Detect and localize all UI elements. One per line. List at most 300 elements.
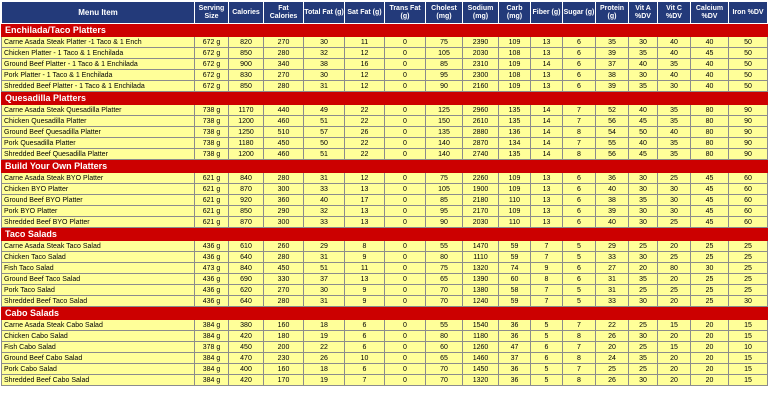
table-cell: 13 xyxy=(345,184,385,195)
section-title: Cabo Salads xyxy=(2,307,768,320)
table-cell: 672 g xyxy=(195,37,229,48)
column-header: Total Fat (g) xyxy=(304,2,345,24)
table-cell: 640 xyxy=(229,252,264,263)
table-cell: 1260 xyxy=(463,342,499,353)
table-cell: 436 g xyxy=(195,241,229,252)
table-cell: 30 xyxy=(629,331,658,342)
table-cell: 0 xyxy=(385,364,426,375)
table-cell: 0 xyxy=(385,184,426,195)
table-cell: 1200 xyxy=(229,149,264,160)
table-cell: 460 xyxy=(264,116,304,127)
menu-item-name: Pork BYO Platter xyxy=(2,206,195,217)
table-cell: 2310 xyxy=(463,59,499,70)
table-cell: 40 xyxy=(658,37,691,48)
table-cell: 95 xyxy=(426,70,463,81)
table-cell: 8 xyxy=(563,353,596,364)
table-cell: 5 xyxy=(563,285,596,296)
column-header: Vit A %DV xyxy=(629,2,658,24)
table-cell: 330 xyxy=(264,274,304,285)
table-cell: 7 xyxy=(345,375,385,386)
table-cell: 25 xyxy=(629,342,658,353)
table-cell: 260 xyxy=(264,241,304,252)
table-row xyxy=(2,173,768,184)
table-row xyxy=(2,37,768,48)
table-cell: 13 xyxy=(531,195,563,206)
section-title: Taco Salads xyxy=(2,228,768,241)
table-row xyxy=(2,59,768,70)
nutrition-table-container xyxy=(1,1,767,386)
table-cell: 1320 xyxy=(463,375,499,386)
table-row xyxy=(2,116,768,127)
table-cell: 13 xyxy=(531,184,563,195)
table-cell: 33 xyxy=(596,296,629,307)
table-cell: 35 xyxy=(596,37,629,48)
table-cell: 90 xyxy=(426,217,463,228)
table-cell: 5 xyxy=(531,331,563,342)
table-cell: 6 xyxy=(563,206,596,217)
table-cell: 80 xyxy=(426,252,463,263)
table-cell: 25 xyxy=(629,241,658,252)
table-cell: 0 xyxy=(385,241,426,252)
table-row xyxy=(2,195,768,206)
table-cell: 290 xyxy=(264,206,304,217)
table-cell: 56 xyxy=(596,116,629,127)
table-cell: 0 xyxy=(385,149,426,160)
menu-item-name: Carne Asada Steak Quesadilla Platter xyxy=(2,105,195,116)
table-cell: 15 xyxy=(729,375,768,386)
table-cell: 6 xyxy=(563,37,596,48)
table-cell: 18 xyxy=(304,364,345,375)
table-row xyxy=(2,364,768,375)
table-cell: 20 xyxy=(658,375,691,386)
table-cell: 17 xyxy=(345,195,385,206)
table-cell: 7 xyxy=(563,320,596,331)
table-cell: 57 xyxy=(304,127,345,138)
table-cell: 35 xyxy=(658,138,691,149)
table-cell: 170 xyxy=(264,375,304,386)
table-cell: 7 xyxy=(563,138,596,149)
table-cell: 0 xyxy=(385,59,426,70)
table-cell: 109 xyxy=(499,184,531,195)
table-cell: 16 xyxy=(345,59,385,70)
table-cell: 30 xyxy=(629,70,658,81)
menu-item-name: Fish Taco Salad xyxy=(2,263,195,274)
table-cell: 6 xyxy=(563,217,596,228)
table-cell: 738 g xyxy=(195,105,229,116)
table-cell: 140 xyxy=(426,138,463,149)
table-cell: 610 xyxy=(229,241,264,252)
table-cell: 0 xyxy=(385,331,426,342)
table-cell: 0 xyxy=(385,70,426,81)
table-cell: 2390 xyxy=(463,37,499,48)
table-cell: 15 xyxy=(658,342,691,353)
table-cell: 56 xyxy=(596,149,629,160)
column-header: Protein (g) xyxy=(596,2,629,24)
table-cell: 5 xyxy=(531,364,563,375)
table-cell: 0 xyxy=(385,320,426,331)
table-cell: 60 xyxy=(499,274,531,285)
table-cell: 672 g xyxy=(195,48,229,59)
table-cell: 22 xyxy=(304,342,345,353)
table-cell: 850 xyxy=(229,48,264,59)
table-cell: 60 xyxy=(729,184,768,195)
table-row xyxy=(2,149,768,160)
table-cell: 280 xyxy=(264,81,304,92)
table-cell: 621 g xyxy=(195,206,229,217)
table-cell: 40 xyxy=(691,70,729,81)
table-cell: 850 xyxy=(229,81,264,92)
table-cell: 340 xyxy=(264,59,304,70)
table-cell: 35 xyxy=(629,353,658,364)
table-row xyxy=(2,285,768,296)
table-cell: 70 xyxy=(426,364,463,375)
table-cell: 15 xyxy=(729,364,768,375)
table-cell: 50 xyxy=(729,59,768,70)
table-cell: 38 xyxy=(596,195,629,206)
table-cell: 27 xyxy=(596,263,629,274)
table-cell: 30 xyxy=(658,206,691,217)
table-row xyxy=(2,241,768,252)
table-cell: 13 xyxy=(531,48,563,59)
table-cell: 460 xyxy=(264,149,304,160)
table-cell: 45 xyxy=(691,206,729,217)
table-cell: 45 xyxy=(629,149,658,160)
table-cell: 30 xyxy=(658,81,691,92)
table-cell: 0 xyxy=(385,285,426,296)
table-cell: 384 g xyxy=(195,375,229,386)
table-cell: 2610 xyxy=(463,116,499,127)
table-cell: 11 xyxy=(345,37,385,48)
column-header: Cholest (mg) xyxy=(426,2,463,24)
table-cell: 59 xyxy=(499,241,531,252)
table-cell: 60 xyxy=(729,173,768,184)
table-cell: 1200 xyxy=(229,116,264,127)
table-cell: 25 xyxy=(596,364,629,375)
column-header: Sugar (g) xyxy=(563,2,596,24)
table-cell: 30 xyxy=(658,184,691,195)
table-cell: 270 xyxy=(264,70,304,81)
table-cell: 436 g xyxy=(195,285,229,296)
table-cell: 31 xyxy=(304,252,345,263)
table-cell: 30 xyxy=(729,296,768,307)
table-cell: 135 xyxy=(499,105,531,116)
column-header: Calcium %DV xyxy=(691,2,729,24)
table-cell: 384 g xyxy=(195,353,229,364)
table-cell: 14 xyxy=(531,127,563,138)
table-cell: 0 xyxy=(385,353,426,364)
table-cell: 25 xyxy=(729,285,768,296)
table-cell: 12 xyxy=(345,173,385,184)
table-cell: 80 xyxy=(691,116,729,127)
column-header: Carb (mg) xyxy=(499,2,531,24)
table-cell: 33 xyxy=(304,217,345,228)
menu-item-name: Chicken Taco Salad xyxy=(2,252,195,263)
table-cell: 45 xyxy=(691,48,729,59)
table-cell: 14 xyxy=(531,59,563,70)
table-cell: 436 g xyxy=(195,274,229,285)
table-cell: 50 xyxy=(729,48,768,59)
table-cell: 40 xyxy=(691,59,729,70)
table-cell: 109 xyxy=(499,59,531,70)
table-cell: 95 xyxy=(426,206,463,217)
table-cell: 280 xyxy=(264,48,304,59)
table-cell: 0 xyxy=(385,375,426,386)
table-cell: 90 xyxy=(729,116,768,127)
table-cell: 65 xyxy=(426,274,463,285)
table-cell: 31 xyxy=(596,285,629,296)
section-title: Build Your Own Platters xyxy=(2,160,768,173)
table-cell: 14 xyxy=(531,149,563,160)
table-cell: 1180 xyxy=(229,138,264,149)
table-cell: 105 xyxy=(426,184,463,195)
table-cell: 52 xyxy=(596,105,629,116)
table-cell: 36 xyxy=(499,320,531,331)
column-header: Fiber (g) xyxy=(531,2,563,24)
table-cell: 85 xyxy=(426,59,463,70)
table-cell: 15 xyxy=(729,353,768,364)
table-row xyxy=(2,206,768,217)
table-cell: 110 xyxy=(499,217,531,228)
table-cell: 2180 xyxy=(463,195,499,206)
table-cell: 59 xyxy=(499,252,531,263)
table-cell: 450 xyxy=(264,263,304,274)
table-cell: 30 xyxy=(629,184,658,195)
table-cell: 672 g xyxy=(195,81,229,92)
table-cell: 5 xyxy=(563,252,596,263)
table-cell: 80 xyxy=(691,105,729,116)
table-cell: 74 xyxy=(499,263,531,274)
table-cell: 40 xyxy=(304,195,345,206)
table-cell: 20 xyxy=(691,364,729,375)
table-cell: 50 xyxy=(729,70,768,81)
table-cell: 25 xyxy=(729,241,768,252)
table-cell: 230 xyxy=(264,353,304,364)
table-cell: 13 xyxy=(531,37,563,48)
table-cell: 2740 xyxy=(463,149,499,160)
table-cell: 640 xyxy=(229,296,264,307)
table-cell: 45 xyxy=(691,184,729,195)
table-cell: 30 xyxy=(629,206,658,217)
table-cell: 20 xyxy=(658,364,691,375)
table-cell: 9 xyxy=(345,285,385,296)
table-cell: 2170 xyxy=(463,206,499,217)
table-cell: 1460 xyxy=(463,353,499,364)
table-cell: 47 xyxy=(499,342,531,353)
table-cell: 0 xyxy=(385,206,426,217)
menu-item-name: Chicken Quesadilla Platter xyxy=(2,116,195,127)
section-header xyxy=(2,160,768,173)
table-cell: 22 xyxy=(345,116,385,127)
table-cell: 45 xyxy=(691,173,729,184)
table-cell: 60 xyxy=(729,217,768,228)
table-cell: 12 xyxy=(345,81,385,92)
table-cell: 18 xyxy=(304,320,345,331)
table-cell: 19 xyxy=(304,331,345,342)
table-cell: 384 g xyxy=(195,331,229,342)
table-cell: 30 xyxy=(304,285,345,296)
column-header: Sat Fat (g) xyxy=(345,2,385,24)
table-cell: 25 xyxy=(629,285,658,296)
table-cell: 6 xyxy=(531,342,563,353)
menu-item-name: Fish Cabo Salad xyxy=(2,342,195,353)
table-cell: 15 xyxy=(729,331,768,342)
table-cell: 200 xyxy=(264,342,304,353)
table-cell: 420 xyxy=(229,375,264,386)
table-cell: 51 xyxy=(304,116,345,127)
table-cell: 672 g xyxy=(195,59,229,70)
table-cell: 1320 xyxy=(463,263,499,274)
section-header xyxy=(2,228,768,241)
menu-item-name: Ground Beef BYO Platter xyxy=(2,195,195,206)
table-cell: 20 xyxy=(658,274,691,285)
table-cell: 135 xyxy=(499,149,531,160)
table-cell: 35 xyxy=(629,48,658,59)
menu-item-name: Carne Asada Steak Cabo Salad xyxy=(2,320,195,331)
table-cell: 70 xyxy=(426,375,463,386)
table-cell: 13 xyxy=(531,81,563,92)
table-cell: 25 xyxy=(691,285,729,296)
table-row xyxy=(2,138,768,149)
menu-item-name: Ground Beef Taco Salad xyxy=(2,274,195,285)
table-cell: 26 xyxy=(596,375,629,386)
table-row xyxy=(2,375,768,386)
table-cell: 621 g xyxy=(195,195,229,206)
table-cell: 8 xyxy=(531,274,563,285)
table-cell: 13 xyxy=(345,217,385,228)
table-cell: 40 xyxy=(629,138,658,149)
table-cell: 135 xyxy=(426,127,463,138)
table-cell: 30 xyxy=(304,37,345,48)
table-cell: 20 xyxy=(658,296,691,307)
table-cell: 820 xyxy=(229,37,264,48)
menu-item-name: Pork Quesadilla Platter xyxy=(2,138,195,149)
menu-item-name: Ground Beef Platter - 1 Taco & 1 Enchilada xyxy=(2,59,195,70)
table-row xyxy=(2,274,768,285)
table-cell: 55 xyxy=(426,241,463,252)
table-cell: 40 xyxy=(658,48,691,59)
table-cell: 6 xyxy=(563,48,596,59)
table-cell: 140 xyxy=(426,149,463,160)
table-cell: 6 xyxy=(563,81,596,92)
table-row xyxy=(2,331,768,342)
table-row xyxy=(2,342,768,353)
table-cell: 30 xyxy=(658,195,691,206)
table-cell: 6 xyxy=(563,263,596,274)
table-cell: 1180 xyxy=(463,331,499,342)
table-cell: 136 xyxy=(499,127,531,138)
table-cell: 8 xyxy=(563,331,596,342)
table-cell: 450 xyxy=(229,342,264,353)
table-cell: 20 xyxy=(691,320,729,331)
table-cell: 360 xyxy=(264,195,304,206)
menu-item-name: Shredded Beef Taco Salad xyxy=(2,296,195,307)
table-cell: 19 xyxy=(304,375,345,386)
table-cell: 36 xyxy=(499,331,531,342)
table-cell: 22 xyxy=(596,320,629,331)
table-cell: 2030 xyxy=(463,48,499,59)
table-cell: 15 xyxy=(729,320,768,331)
table-row xyxy=(2,252,768,263)
table-cell: 14 xyxy=(531,116,563,127)
table-cell: 40 xyxy=(596,217,629,228)
table-cell: 22 xyxy=(345,105,385,116)
table-cell: 9 xyxy=(345,296,385,307)
table-cell: 20 xyxy=(596,342,629,353)
table-cell: 25 xyxy=(729,274,768,285)
table-cell: 25 xyxy=(629,364,658,375)
table-cell: 50 xyxy=(729,81,768,92)
table-cell: 280 xyxy=(264,252,304,263)
table-cell: 9 xyxy=(531,263,563,274)
table-cell: 738 g xyxy=(195,138,229,149)
table-cell: 90 xyxy=(729,138,768,149)
table-cell: 51 xyxy=(304,149,345,160)
table-cell: 109 xyxy=(499,173,531,184)
table-cell: 25 xyxy=(658,285,691,296)
table-cell: 80 xyxy=(691,127,729,138)
table-cell: 13 xyxy=(531,70,563,81)
table-cell: 2300 xyxy=(463,70,499,81)
menu-item-name: Pork Platter - 1 Taco & 1 Enchilada xyxy=(2,70,195,81)
table-cell: 0 xyxy=(385,81,426,92)
table-cell: 31 xyxy=(596,274,629,285)
table-row xyxy=(2,263,768,274)
table-cell: 25 xyxy=(658,217,691,228)
table-cell: 40 xyxy=(629,105,658,116)
table-cell: 35 xyxy=(658,149,691,160)
table-cell: 6 xyxy=(563,184,596,195)
table-cell: 380 xyxy=(229,320,264,331)
table-cell: 9 xyxy=(345,252,385,263)
table-cell: 160 xyxy=(264,320,304,331)
table-cell: 1450 xyxy=(463,364,499,375)
table-cell: 738 g xyxy=(195,116,229,127)
table-cell: 6 xyxy=(563,173,596,184)
table-row xyxy=(2,320,768,331)
table-cell: 20 xyxy=(658,353,691,364)
section-header xyxy=(2,92,768,105)
table-cell: 7 xyxy=(531,241,563,252)
table-cell: 25 xyxy=(691,252,729,263)
table-row xyxy=(2,105,768,116)
table-cell: 108 xyxy=(499,70,531,81)
column-header: Vit C %DV xyxy=(658,2,691,24)
section-title: Enchilada/Taco Platters xyxy=(2,24,768,37)
table-cell: 180 xyxy=(264,331,304,342)
table-cell: 7 xyxy=(531,296,563,307)
table-cell: 35 xyxy=(629,274,658,285)
table-cell: 33 xyxy=(596,252,629,263)
table-cell: 60 xyxy=(729,206,768,217)
table-cell: 30 xyxy=(629,375,658,386)
table-cell: 54 xyxy=(596,127,629,138)
table-cell: 37 xyxy=(596,59,629,70)
table-cell: 6 xyxy=(345,331,385,342)
table-cell: 36 xyxy=(499,375,531,386)
table-cell: 90 xyxy=(729,149,768,160)
table-cell: 35 xyxy=(629,81,658,92)
table-cell: 135 xyxy=(499,116,531,127)
table-cell: 6 xyxy=(563,70,596,81)
table-cell: 12 xyxy=(345,70,385,81)
table-cell: 920 xyxy=(229,195,264,206)
table-cell: 33 xyxy=(304,184,345,195)
table-cell: 29 xyxy=(596,241,629,252)
table-cell: 840 xyxy=(229,173,264,184)
table-cell: 2260 xyxy=(463,173,499,184)
table-cell: 90 xyxy=(729,127,768,138)
table-cell: 510 xyxy=(264,127,304,138)
